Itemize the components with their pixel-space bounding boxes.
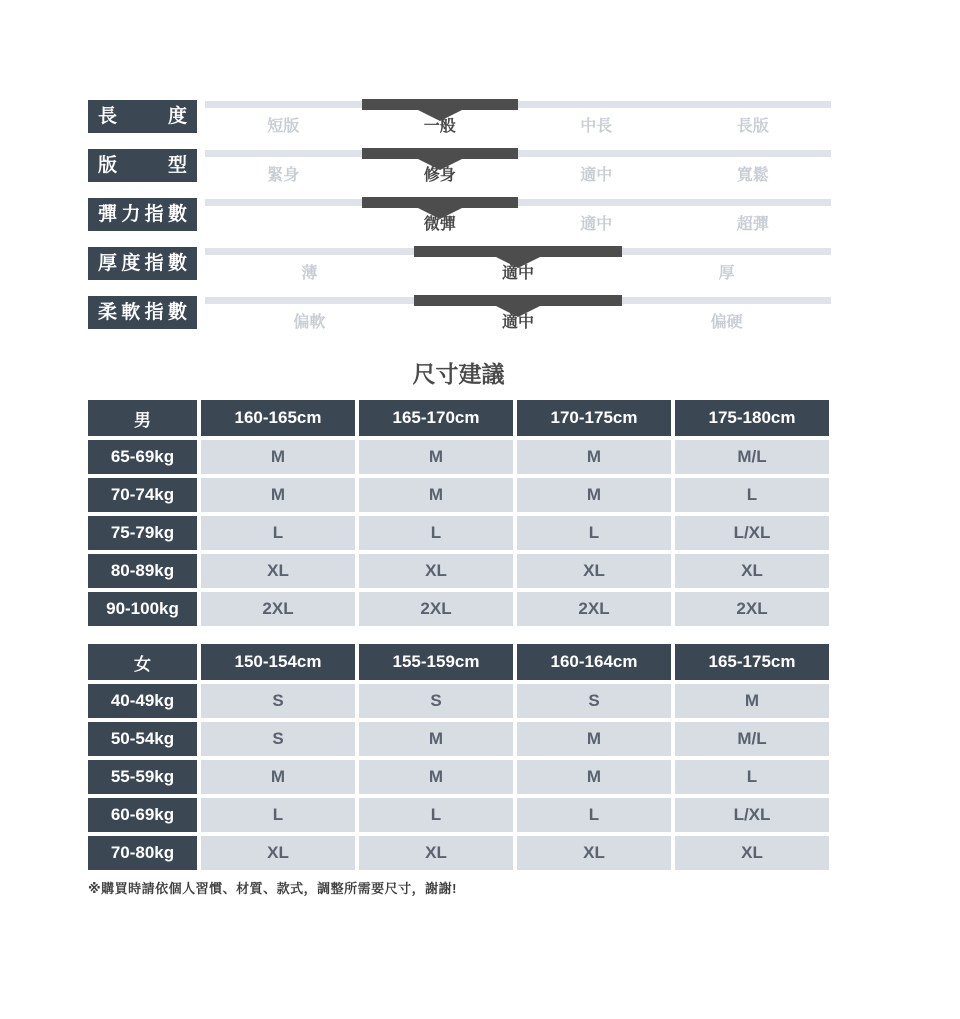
size-cell: S bbox=[201, 722, 355, 756]
slider-row-softness bbox=[88, 296, 960, 329]
size-cell: XL bbox=[517, 836, 671, 870]
slider-marker-icon bbox=[362, 148, 519, 159]
size-cell: M bbox=[675, 684, 829, 718]
men-col-header: 165-170cm bbox=[359, 400, 513, 436]
option-loose: 寬鬆 bbox=[736, 167, 769, 184]
size-cell: M bbox=[517, 478, 671, 512]
size-cell: M bbox=[359, 478, 513, 512]
women-row-header: 40-49kg bbox=[88, 684, 197, 718]
size-cell: S bbox=[517, 684, 671, 718]
thickness-slider bbox=[205, 247, 831, 280]
size-cell: L bbox=[517, 516, 671, 550]
attr-label-thickness: 厚度指數 bbox=[88, 247, 197, 280]
women-row-header: 70-80kg bbox=[88, 836, 197, 870]
size-cell: XL bbox=[359, 554, 513, 588]
size-cell: XL bbox=[201, 836, 355, 870]
attribute-sliders bbox=[88, 100, 960, 329]
men-col-header: 160-165cm bbox=[201, 400, 355, 436]
men-row-header: 65-69kg bbox=[88, 440, 197, 474]
size-note: ※購買時請依個人習慣、材質、款式，調整所需要尺寸，謝謝! bbox=[88, 881, 457, 896]
fit-slider bbox=[205, 149, 831, 182]
women-row-header: 60-69kg bbox=[88, 798, 197, 832]
option-soft: 偏軟 bbox=[293, 314, 326, 331]
size-cell: XL bbox=[201, 554, 355, 588]
option-slight-stretch-selected: 微彈 bbox=[362, 198, 519, 231]
size-cell: L bbox=[201, 516, 355, 550]
size-cell: M bbox=[359, 722, 513, 756]
softness-slider bbox=[205, 296, 831, 329]
option-medium-selected: 適中 bbox=[414, 296, 623, 329]
attr-label-elasticity: 彈力指數 bbox=[88, 198, 197, 231]
option-slim-selected: 修身 bbox=[362, 149, 519, 182]
men-size-table bbox=[88, 400, 829, 626]
slider-row-length bbox=[88, 100, 960, 133]
women-row-header: 50-54kg bbox=[88, 722, 197, 756]
slider-options bbox=[205, 296, 831, 329]
option-hard: 偏硬 bbox=[710, 314, 743, 331]
option-medium-selected: 適中 bbox=[414, 247, 623, 280]
size-cell: M bbox=[201, 760, 355, 794]
slider-marker-icon bbox=[414, 246, 623, 257]
option-mid-long: 中長 bbox=[580, 118, 613, 135]
table-gap bbox=[88, 626, 960, 644]
option-moderate: 適中 bbox=[580, 167, 613, 184]
size-cell: 2XL bbox=[675, 592, 829, 626]
option-tight: 緊身 bbox=[267, 167, 300, 184]
option-empty bbox=[205, 198, 362, 231]
size-cell: M bbox=[201, 440, 355, 474]
men-row-header: 75-79kg bbox=[88, 516, 197, 550]
slider-marker-icon bbox=[362, 197, 519, 208]
size-cell: M bbox=[201, 478, 355, 512]
size-cell: M bbox=[517, 722, 671, 756]
slider-row-thickness bbox=[88, 247, 960, 280]
women-col-header: 165-175cm bbox=[675, 644, 829, 680]
size-cell: L bbox=[675, 478, 829, 512]
slider-row-fit bbox=[88, 149, 960, 182]
option-long: 長版 bbox=[736, 118, 769, 135]
women-row-header: 55-59kg bbox=[88, 760, 197, 794]
men-row-header: 70-74kg bbox=[88, 478, 197, 512]
size-cell: L bbox=[359, 516, 513, 550]
size-cell: L bbox=[675, 760, 829, 794]
size-cell: 2XL bbox=[517, 592, 671, 626]
size-cell: M bbox=[359, 440, 513, 474]
option-super-stretch: 超彈 bbox=[736, 216, 769, 233]
slider-options bbox=[205, 247, 831, 280]
size-cell: XL bbox=[675, 554, 829, 588]
option-short: 短版 bbox=[267, 118, 300, 135]
attr-label-fit: 版型 bbox=[88, 149, 197, 182]
option-thin: 薄 bbox=[301, 265, 318, 282]
women-corner-header: 女 bbox=[88, 644, 197, 680]
size-cell: L bbox=[359, 798, 513, 832]
size-cell: M bbox=[517, 440, 671, 474]
size-cell: L bbox=[517, 798, 671, 832]
slider-marker-icon bbox=[414, 295, 623, 306]
size-cell: M bbox=[359, 760, 513, 794]
women-size-table bbox=[88, 644, 829, 870]
women-col-header: 160-164cm bbox=[517, 644, 671, 680]
slider-options bbox=[205, 100, 831, 133]
size-cell: 2XL bbox=[359, 592, 513, 626]
slider-options bbox=[205, 198, 831, 231]
length-slider bbox=[205, 100, 831, 133]
slider-marker-icon bbox=[362, 99, 519, 110]
men-corner-header: 男 bbox=[88, 400, 197, 436]
size-guide-title: 尺寸建議 bbox=[412, 361, 505, 387]
option-moderate: 適中 bbox=[580, 216, 613, 233]
size-cell: XL bbox=[517, 554, 671, 588]
women-col-header: 155-159cm bbox=[359, 644, 513, 680]
size-cell: S bbox=[359, 684, 513, 718]
attr-label-softness: 柔軟指數 bbox=[88, 296, 197, 329]
option-regular-selected: 一般 bbox=[362, 100, 519, 133]
elasticity-slider bbox=[205, 198, 831, 231]
men-col-header: 175-180cm bbox=[675, 400, 829, 436]
slider-options bbox=[205, 149, 831, 182]
men-row-header: 90-100kg bbox=[88, 592, 197, 626]
slider-row-elasticity bbox=[88, 198, 960, 231]
size-cell: XL bbox=[359, 836, 513, 870]
men-col-header: 170-175cm bbox=[517, 400, 671, 436]
size-cell: XL bbox=[675, 836, 829, 870]
attr-label-length: 長度 bbox=[88, 100, 197, 133]
size-cell: L bbox=[201, 798, 355, 832]
size-cell: 2XL bbox=[201, 592, 355, 626]
size-cell: M/L bbox=[675, 722, 829, 756]
men-row-header: 80-89kg bbox=[88, 554, 197, 588]
option-thick: 厚 bbox=[718, 265, 735, 282]
size-cell: L/XL bbox=[675, 798, 829, 832]
size-cell: L/XL bbox=[675, 516, 829, 550]
women-col-header: 150-154cm bbox=[201, 644, 355, 680]
size-cell: M bbox=[517, 760, 671, 794]
size-cell: M/L bbox=[675, 440, 829, 474]
size-cell: S bbox=[201, 684, 355, 718]
